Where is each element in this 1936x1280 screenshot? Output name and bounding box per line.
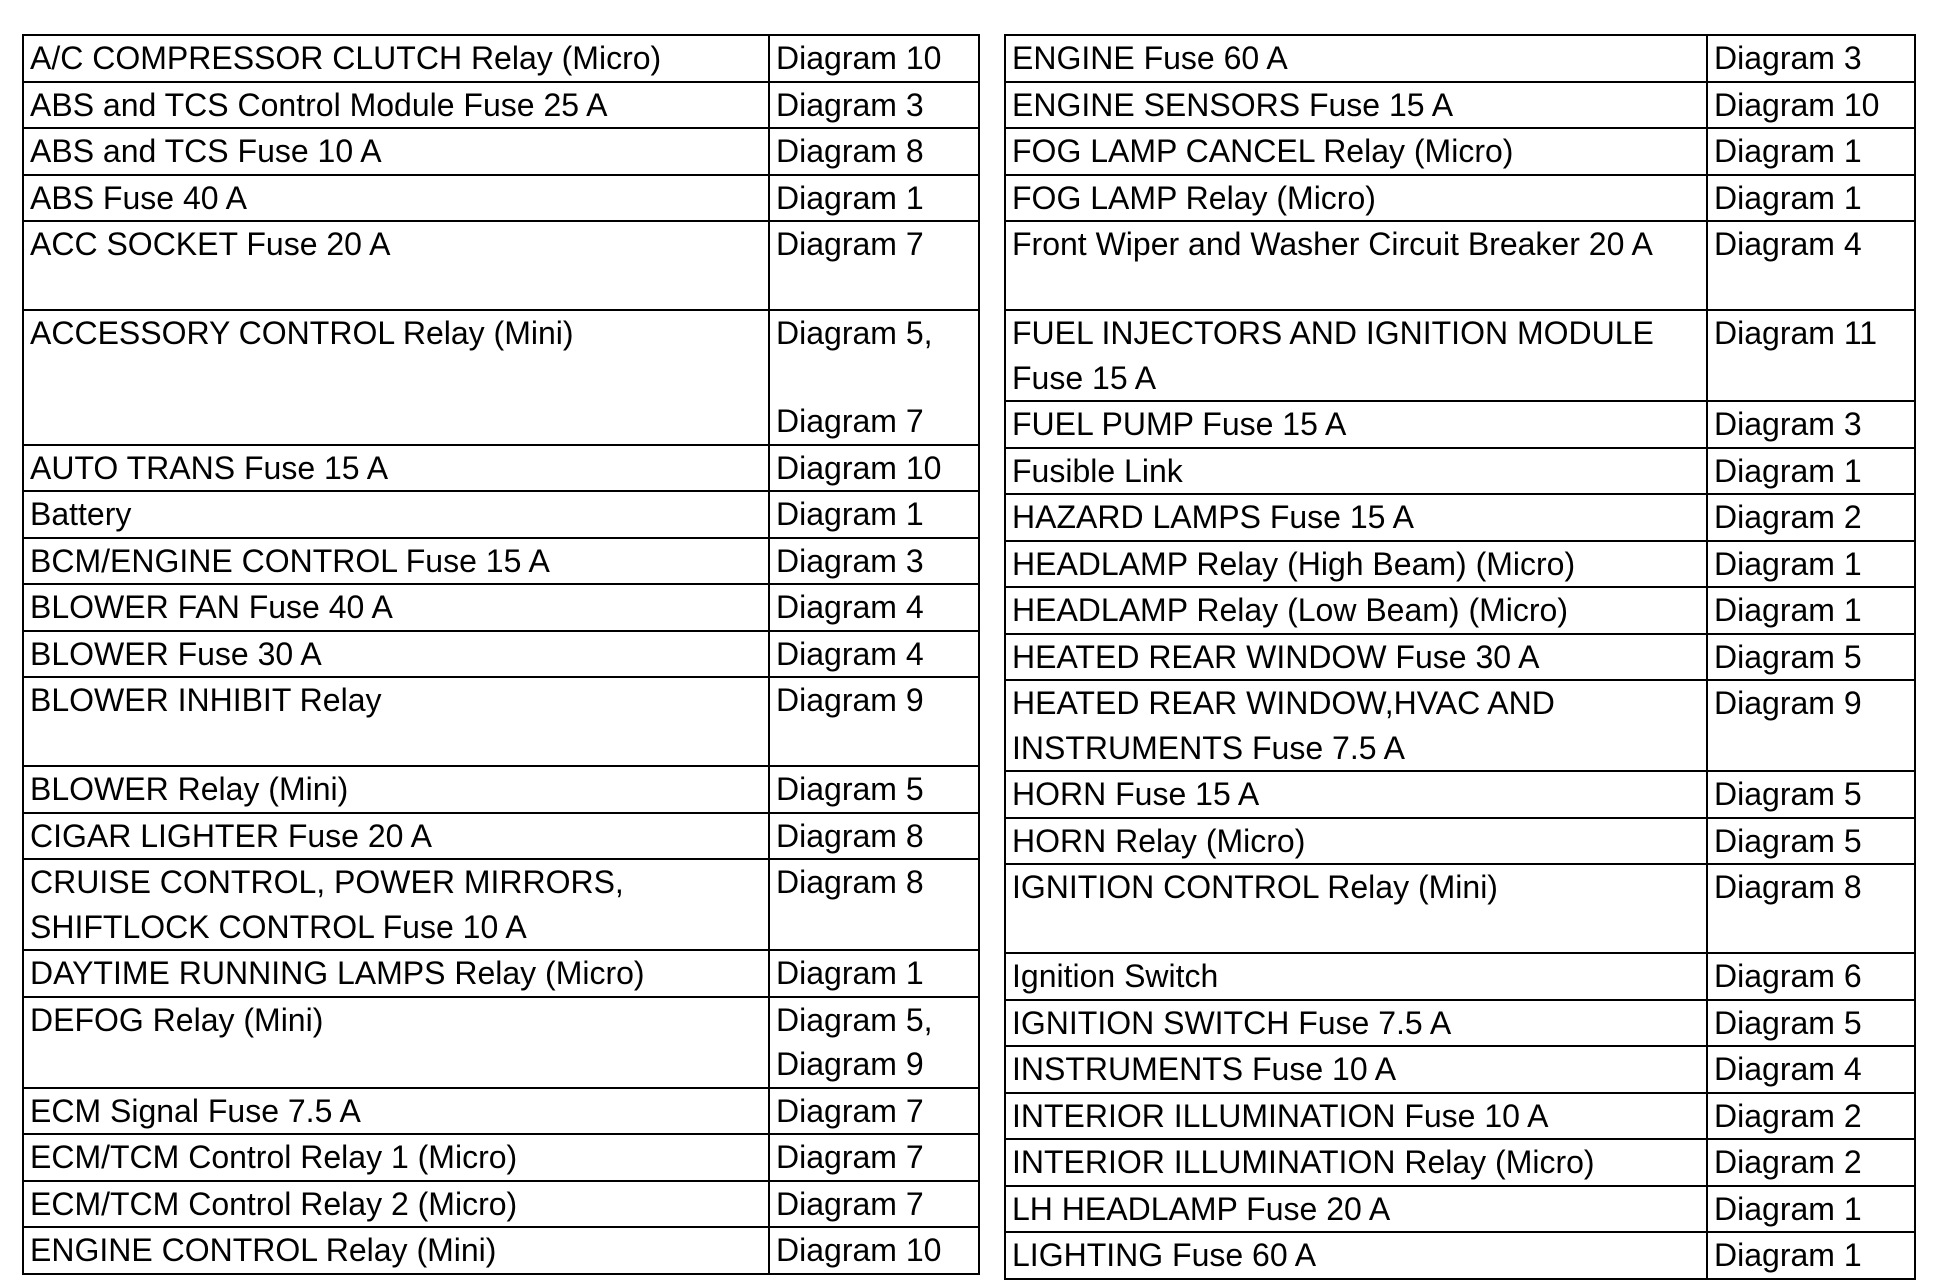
item-cell: FUEL INJECTORS AND IGNITION MODULE Fuse 15 A [1005, 310, 1707, 401]
item-cell: ENGINE SENSORS Fuse 15 A [1005, 82, 1707, 129]
item-cell: DEFOG Relay (Mini) [23, 997, 769, 1088]
diagram-cell: Diagram 1 [769, 950, 979, 997]
diagram-cell: Diagram 5 [1707, 818, 1915, 865]
table-row [1005, 1046, 1915, 1093]
diagram-cell: Diagram 11 [1707, 310, 1915, 401]
diagram-cell: Diagram 9 [769, 677, 979, 766]
table-row [23, 35, 979, 82]
item-cell: ENGINE CONTROL Relay (Mini) [23, 1227, 769, 1274]
table-row [1005, 1232, 1915, 1279]
table-row [23, 1134, 979, 1181]
diagram-cell: Diagram 1 [769, 491, 979, 538]
table-row [23, 1181, 979, 1228]
table-row [23, 491, 979, 538]
diagram-cell: Diagram 4 [769, 631, 979, 678]
item-cell: LH HEADLAMP Fuse 20 A [1005, 1186, 1707, 1233]
table-row [23, 445, 979, 492]
table-row [23, 859, 979, 950]
diagram-cell: Diagram 1 [1707, 448, 1915, 495]
item-cell: BLOWER Fuse 30 A [23, 631, 769, 678]
item-cell: Ignition Switch [1005, 953, 1707, 1000]
table-row [23, 82, 979, 129]
column-gap-divider [982, 34, 1000, 1234]
table-row [1005, 587, 1915, 634]
diagram-cell: Diagram 6 [1707, 953, 1915, 1000]
diagram-cell: Diagram 5 [1707, 634, 1915, 681]
diagram-cell: Diagram 7 [769, 399, 979, 445]
diagram-cell: Diagram 9 [1707, 680, 1915, 771]
diagram-cell: Diagram 1 [1707, 175, 1915, 222]
table-row [1005, 953, 1915, 1000]
diagram-cell: Diagram 1 [1707, 128, 1915, 175]
table-row [1005, 680, 1915, 771]
item-cell: BCM/ENGINE CONTROL Fuse 15 A [23, 538, 769, 585]
item-cell: FOG LAMP CANCEL Relay (Micro) [1005, 128, 1707, 175]
item-cell: AUTO TRANS Fuse 15 A [23, 445, 769, 492]
table-row [1005, 175, 1915, 222]
table-row [23, 584, 979, 631]
diagram-cell: Diagram 5, [769, 997, 979, 1043]
right-fuse-relay-table [1004, 34, 1916, 1280]
item-cell: Front Wiper and Washer Circuit Breaker 20 A [1005, 221, 1707, 310]
table-row [1005, 1139, 1915, 1186]
table-row [23, 310, 979, 399]
diagram-cell: Diagram 8 [1707, 864, 1915, 953]
diagram-cell: Diagram 5, [769, 310, 979, 399]
diagram-cell: Diagram 4 [769, 584, 979, 631]
item-cell: INTERIOR ILLUMINATION Fuse 10 A [1005, 1093, 1707, 1140]
diagram-cell: Diagram 2 [1707, 1093, 1915, 1140]
item-cell: HEATED REAR WINDOW,HVAC AND INSTRUMENTS Fuse 7.5 A [1005, 680, 1707, 771]
item-cell: HEADLAMP Relay (Low Beam) (Micro) [1005, 587, 1707, 634]
item-cell: HEATED REAR WINDOW Fuse 30 A [1005, 634, 1707, 681]
diagram-cell: Diagram 1 [1707, 1186, 1915, 1233]
diagram-cell: Diagram 8 [769, 859, 979, 950]
diagram-cell: Diagram 1 [1707, 541, 1915, 588]
item-cell: ECM/TCM Control Relay 1 (Micro) [23, 1134, 769, 1181]
item-cell: FOG LAMP Relay (Micro) [1005, 175, 1707, 222]
table-row [23, 997, 979, 1043]
item-cell: FUEL PUMP Fuse 15 A [1005, 401, 1707, 448]
diagram-cell: Diagram 7 [769, 1181, 979, 1228]
table-row [23, 631, 979, 678]
diagram-cell: Diagram 10 [1707, 82, 1915, 129]
table-row [1005, 310, 1915, 401]
item-cell: ACCESSORY CONTROL Relay (Mini) [23, 310, 769, 445]
item-cell: DAYTIME RUNNING LAMPS Relay (Micro) [23, 950, 769, 997]
table-row [1005, 818, 1915, 865]
item-cell: IGNITION SWITCH Fuse 7.5 A [1005, 1000, 1707, 1047]
item-cell: CIGAR LIGHTER Fuse 20 A [23, 813, 769, 860]
diagram-cell: Diagram 4 [1707, 1046, 1915, 1093]
item-cell: ECM/TCM Control Relay 2 (Micro) [23, 1181, 769, 1228]
table-row [1005, 494, 1915, 541]
table-row [1005, 1186, 1915, 1233]
item-cell: BLOWER FAN Fuse 40 A [23, 584, 769, 631]
diagram-cell: Diagram 7 [769, 221, 979, 310]
table-row [23, 538, 979, 585]
diagram-cell: Diagram 2 [1707, 1139, 1915, 1186]
table-row [1005, 401, 1915, 448]
diagram-cell: Diagram 3 [769, 82, 979, 129]
item-cell: ABS Fuse 40 A [23, 175, 769, 222]
item-cell: ABS and TCS Fuse 10 A [23, 128, 769, 175]
diagram-cell: Diagram 1 [1707, 1232, 1915, 1279]
table-row [23, 677, 979, 766]
diagram-cell: Diagram 1 [769, 175, 979, 222]
table-row [1005, 634, 1915, 681]
diagram-cell: Diagram 8 [769, 813, 979, 860]
table-row [23, 175, 979, 222]
table-row [23, 766, 979, 813]
table-row [1005, 771, 1915, 818]
table-row [1005, 221, 1915, 310]
item-cell: Fusible Link [1005, 448, 1707, 495]
item-cell: BLOWER Relay (Mini) [23, 766, 769, 813]
diagram-cell: Diagram 9 [769, 1042, 979, 1088]
diagram-cell: Diagram 3 [1707, 401, 1915, 448]
diagram-cell: Diagram 10 [769, 445, 979, 492]
table-row [23, 813, 979, 860]
item-cell: ACC SOCKET Fuse 20 A [23, 221, 769, 310]
table-row [1005, 1093, 1915, 1140]
item-cell: HEADLAMP Relay (High Beam) (Micro) [1005, 541, 1707, 588]
diagram-cell: Diagram 10 [769, 1227, 979, 1274]
table-row [23, 221, 979, 310]
item-cell: HAZARD LAMPS Fuse 15 A [1005, 494, 1707, 541]
item-cell: BLOWER INHIBIT Relay [23, 677, 769, 766]
item-cell: HORN Relay (Micro) [1005, 818, 1707, 865]
item-cell: CRUISE CONTROL, POWER MIRRORS, SHIFTLOCK CONTROL Fuse 10 A [23, 859, 769, 950]
table-row [1005, 82, 1915, 129]
diagram-cell: Diagram 3 [1707, 35, 1915, 82]
item-cell: HORN Fuse 15 A [1005, 771, 1707, 818]
diagram-cell: Diagram 8 [769, 128, 979, 175]
item-cell: IGNITION CONTROL Relay (Mini) [1005, 864, 1707, 953]
item-cell: INSTRUMENTS Fuse 10 A [1005, 1046, 1707, 1093]
table-row [1005, 128, 1915, 175]
item-cell: LIGHTING Fuse 60 A [1005, 1232, 1707, 1279]
diagram-cell: Diagram 2 [1707, 494, 1915, 541]
item-cell: ENGINE Fuse 60 A [1005, 35, 1707, 82]
item-cell: ECM Signal Fuse 7.5 A [23, 1088, 769, 1135]
item-cell: ABS and TCS Control Module Fuse 25 A [23, 82, 769, 129]
table-row [23, 950, 979, 997]
diagram-cell: Diagram 5 [1707, 771, 1915, 818]
item-cell: A/C COMPRESSOR CLUTCH Relay (Micro) [23, 35, 769, 82]
item-cell: INTERIOR ILLUMINATION Relay (Micro) [1005, 1139, 1707, 1186]
table-row [1005, 448, 1915, 495]
left-fuse-relay-table [22, 34, 980, 1275]
table-row [23, 128, 979, 175]
diagram-cell: Diagram 5 [769, 766, 979, 813]
table-row [1005, 541, 1915, 588]
diagram-cell: Diagram 7 [769, 1088, 979, 1135]
diagram-cell: Diagram 4 [1707, 221, 1915, 310]
diagram-cell: Diagram 7 [769, 1134, 979, 1181]
table-row [23, 1227, 979, 1274]
diagram-cell: Diagram 10 [769, 35, 979, 82]
diagram-cell: Diagram 1 [1707, 587, 1915, 634]
table-row [23, 1088, 979, 1135]
diagram-cell: Diagram 5 [1707, 1000, 1915, 1047]
table-row [1005, 864, 1915, 953]
table-row [1005, 35, 1915, 82]
item-cell: Battery [23, 491, 769, 538]
table-row [1005, 1000, 1915, 1047]
diagram-cell: Diagram 3 [769, 538, 979, 585]
